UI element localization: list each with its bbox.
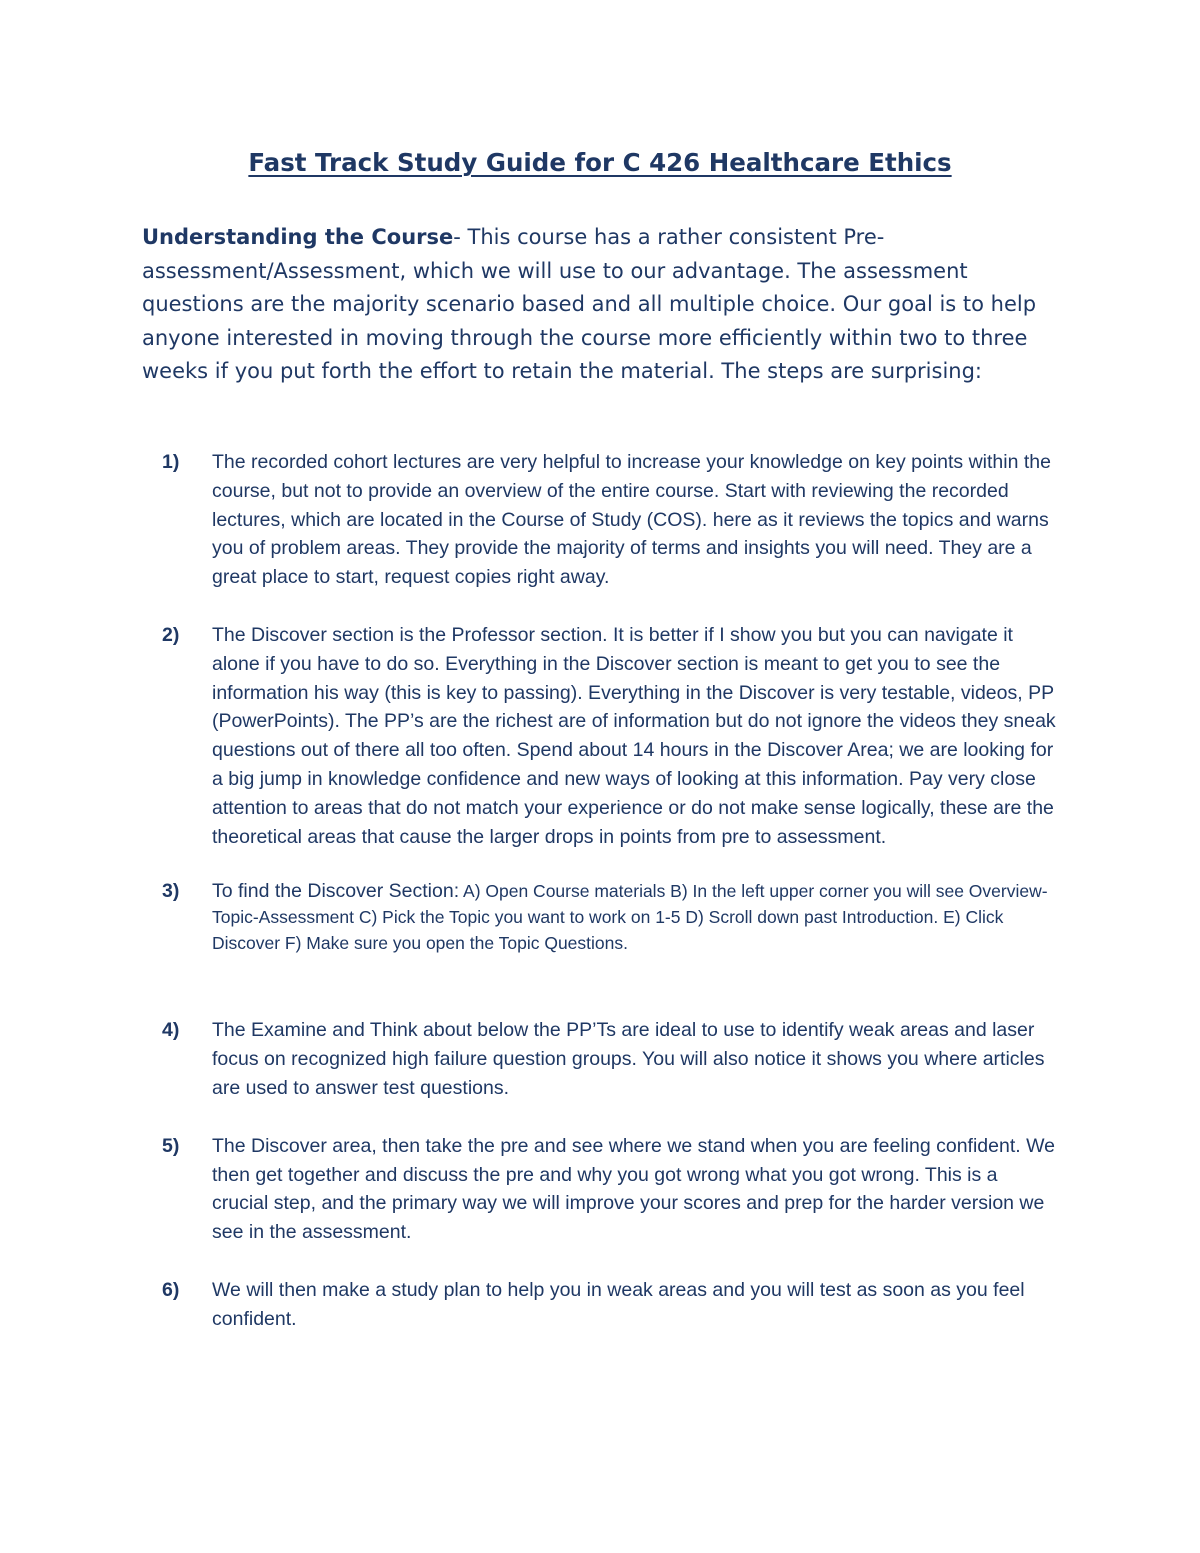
step-text: A) Open Course materials B) In the left upper corner you will see Overview-Topic-Assessment C) Pick the Topic you want to work on 1-5 D) Scroll down past Introduction. E) Click Discover F) Make sure you open the Topic Questions. bbox=[212, 881, 1048, 954]
intro-text: - This course has a rather consistent Pre-assessment/Assessment, which we will use to our advantage. The assessment questions are the majority scenario based and all multiple choice. Our goal is to help anyone interested in moving through the course more efficiently within two to three weeks if you put forth the effort to retain the material. The steps are surprising: bbox=[142, 225, 1037, 384]
step-text: The recorded cohort lectures are very helpful to increase your knowledge on key points within the course, but not to provide an overview of the entire course. Start with reviewing the recorded lectures, which are located in the Course of Study (COS). here as it reviews the topics and warns you of problem areas. They provide the majority of terms and insights you will need. They are a great place to start, request copies right away. bbox=[212, 451, 1051, 589]
intro-lead: Understanding the Course bbox=[142, 225, 454, 249]
step-text: We will then make a study plan to help you in weak areas and you will test as soon as you feel confident. bbox=[212, 1278, 1025, 1330]
list-item bbox=[0, 1016, 1057, 1102]
step-number: 1) bbox=[162, 451, 180, 473]
step-text: The Examine and Think about below the PP’Ts are ideal to use to identify weak areas and laser focus on recognized high failure question groups. You will also notice it shows you where articles are used to answer test questions. bbox=[212, 1019, 1045, 1099]
list-item bbox=[0, 448, 1057, 592]
list-item bbox=[0, 1132, 1057, 1247]
step-number: 4) bbox=[162, 1019, 180, 1042]
intro-paragraph bbox=[142, 221, 1062, 389]
list-item bbox=[0, 1276, 1057, 1334]
step-text: The Discover section is the Professor section. It is better if I show you but you can navigate it alone if you have to do so. Everything in the Discover section is meant to get you to see the information his way (this is key to passing). Everything in the Discover is very testable, videos, PP (PowerPoints). The PP’s are the richest are of information but do not ignore the videos they sneak questions out of there all too often. Spend about 14 hours in the Discover Area; we are looking for a big jump in knowledge confidence and new ways of looking at this information. Pay very close attention to areas that do not match your experience or do not make sense logically, these are the theoretical areas that cause the larger drops in points from pre to assessment. bbox=[212, 623, 1056, 848]
step-number: 6) bbox=[162, 1278, 180, 1301]
list-item bbox=[0, 621, 1057, 851]
document-title bbox=[0, 146, 1200, 180]
list-item bbox=[0, 878, 1057, 956]
steps-list bbox=[0, 448, 1200, 1334]
step-lead: To find the Discover Section: bbox=[212, 880, 460, 903]
step-text: The Discover area, then take the pre and see where we stand when you are feeling confident. We then get together and discuss the pre and why you got wrong what you got wrong. This is a crucial step, and the primary way we will improve your scores and prep for the harder version we see in the assessment. bbox=[212, 1134, 1055, 1244]
step-number: 5) bbox=[162, 1134, 180, 1157]
step-number: 3) bbox=[162, 880, 180, 903]
step-number: 2) bbox=[162, 623, 180, 646]
document-title-text: Fast Track Study Guide for C 426 Healthcare Ethics bbox=[248, 148, 952, 177]
